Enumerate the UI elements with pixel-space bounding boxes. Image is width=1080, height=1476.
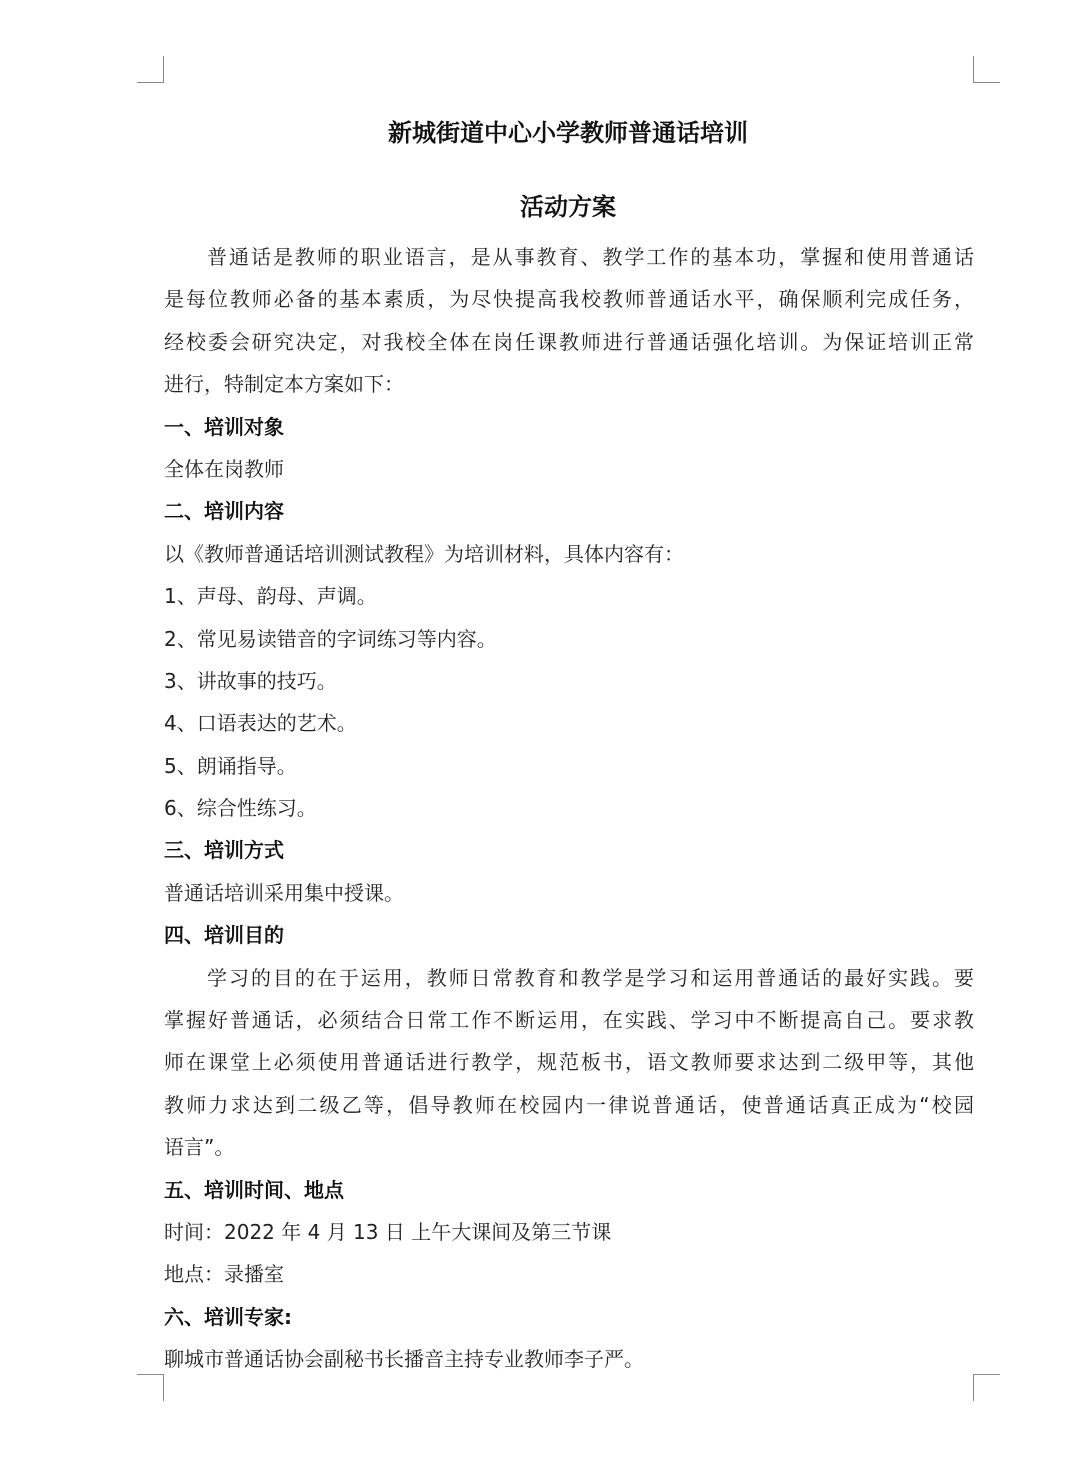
section-text-targets: 全体在岗教师: [164, 456, 284, 481]
purpose-line: 掌握好普通话，必须结合日常工作不断运用，在实践、学习中不断提高自己。要求教: [164, 1008, 974, 1033]
corner-mark-bottom-left: [137, 1374, 164, 1401]
section-heading-purpose: 四、培训目的: [164, 923, 284, 948]
list-item: 6、综合性练习。: [164, 796, 317, 821]
intro-line: 进行，特制定本方案如下：: [164, 372, 404, 397]
purpose-line: 教师力求达到二级乙等，倡导教师在校园内一律说普通话，使普通话真正成为“校园: [164, 1092, 974, 1117]
list-item: 4、口语表达的艺术。: [164, 711, 357, 736]
intro-line: 普通话是教师的职业语言，是从事教育、教学工作的基本功，掌握和使用普通话: [207, 245, 974, 269]
purpose-line: 学习的目的在于运用，教师日常教育和教学是学习和运用普通话的最好实践。要: [207, 965, 974, 990]
section-text-time: 时间：2022 年 4 月 13 日 上午大课间及第三节课: [164, 1219, 612, 1244]
intro-line: 是每位教师必备的基本素质，为尽快提高我校教师普通话水平，确保顺利完成任务，: [164, 287, 974, 312]
section-text-place: 地点：录播室: [164, 1262, 284, 1287]
document-title: 新城街道中心小学教师普通话培训: [388, 119, 748, 147]
section-heading-expert: 六、培训专家:: [164, 1304, 292, 1329]
section-text-content-intro: 以《教师普通话培训测试教程》为培训材料，具体内容有：: [164, 541, 684, 566]
section-heading-time-place: 五、培训时间、地点: [164, 1177, 344, 1202]
corner-mark-top-left: [137, 56, 164, 83]
section-heading-targets: 一、培训对象: [164, 414, 284, 439]
purpose-line: 师在课堂上必须使用普通话进行教学，规范板书，语文教师要求达到二级甲等，其他: [164, 1050, 974, 1075]
purpose-line: 语言”。: [164, 1135, 235, 1160]
list-item: 2、常见易读错音的字词练习等内容。: [164, 626, 497, 651]
section-text-expert: 聊城市普通话协会副秘书长播音主持专业教师李子严。: [164, 1347, 644, 1372]
corner-mark-bottom-right: [973, 1374, 1000, 1401]
list-item: 1、声母、韵母、声调。: [164, 584, 377, 609]
section-text-method: 普通话培训采用集中授课。: [164, 880, 404, 905]
section-heading-method: 三、培训方式: [164, 838, 284, 863]
list-item: 5、朗诵指导。: [164, 753, 297, 778]
document-body: [164, 236, 974, 1381]
document-subtitle: 活动方案: [520, 193, 616, 221]
section-heading-content: 二、培训内容: [164, 499, 284, 524]
list-item: 3、讲故事的技巧。: [164, 668, 337, 693]
intro-line: 经校委会研究决定，对我校全体在岗任课教师进行普通话强化培训。为保证培训正常: [164, 329, 974, 354]
corner-mark-top-right: [973, 56, 1000, 83]
